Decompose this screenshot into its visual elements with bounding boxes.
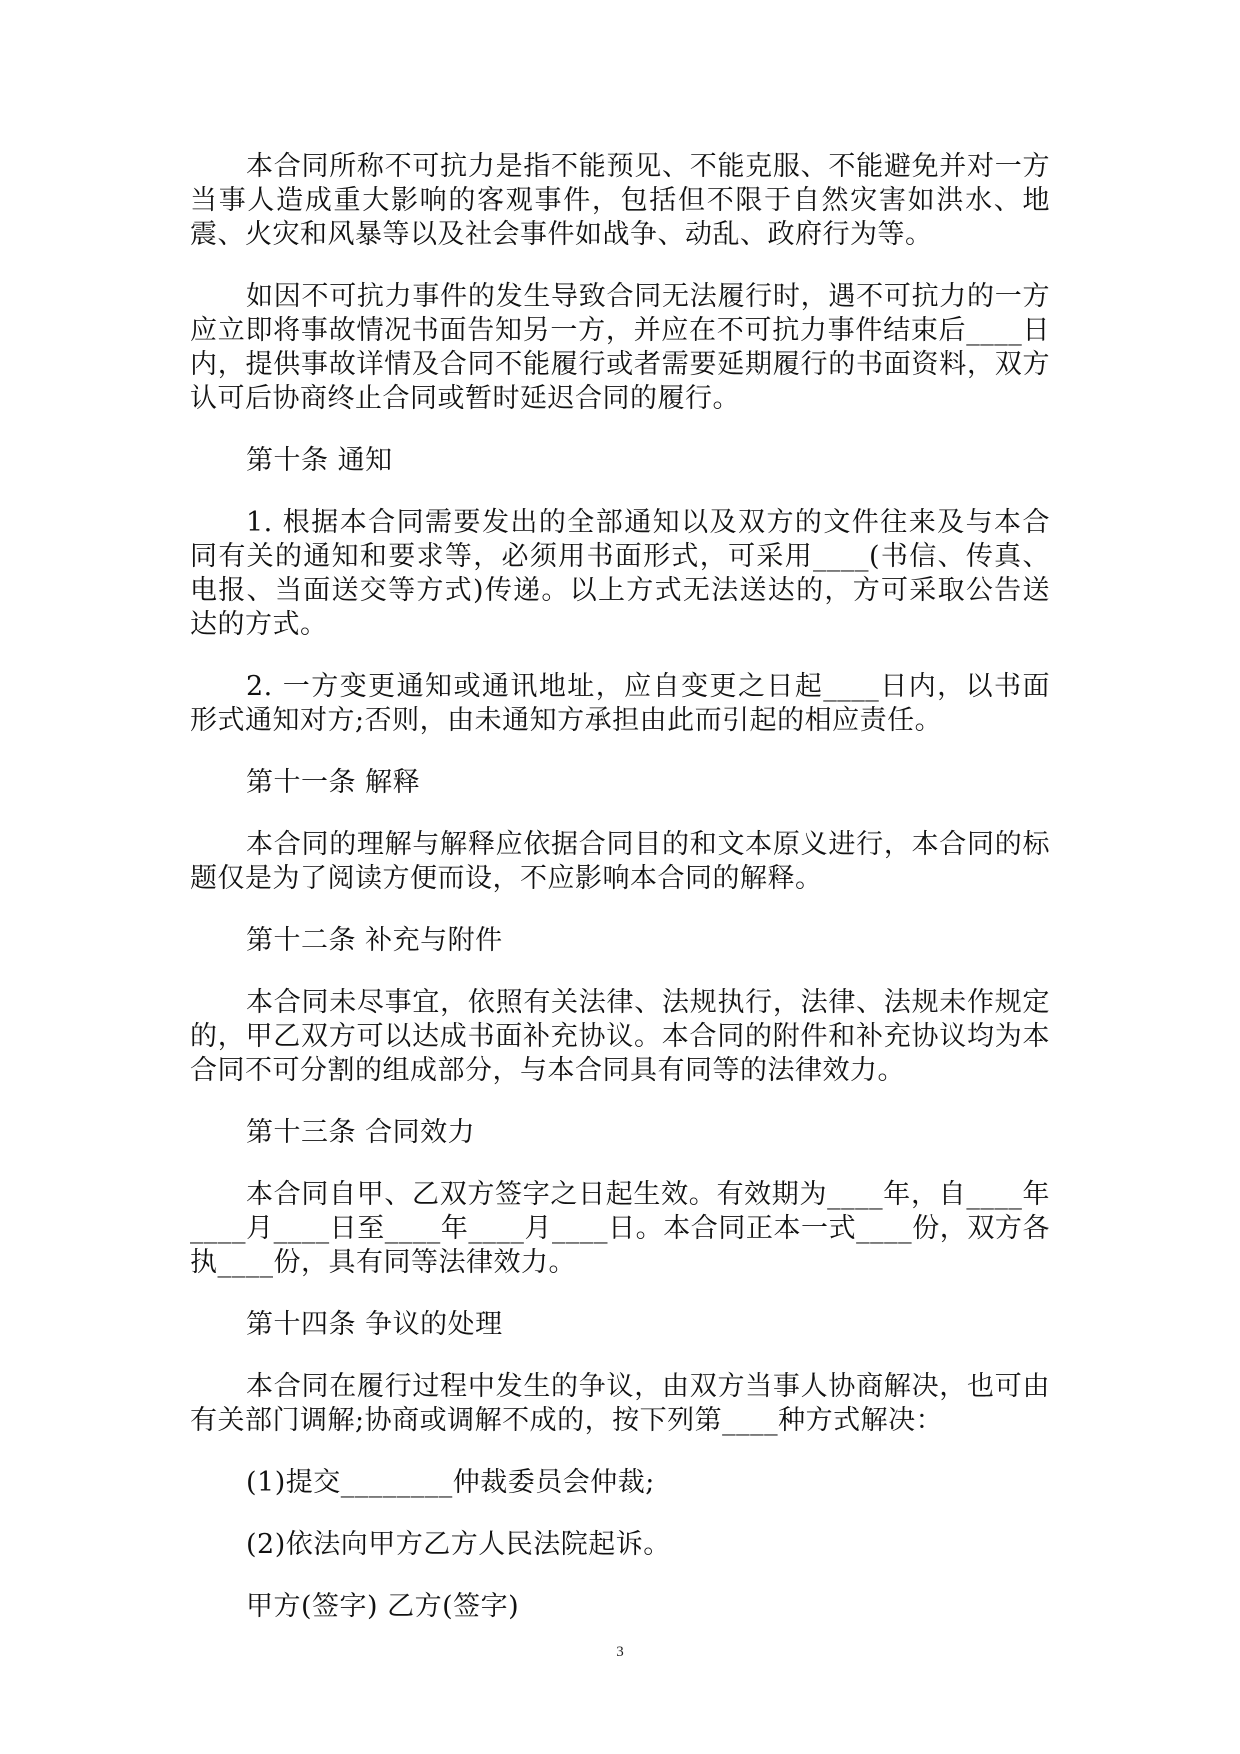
- heading-article-13: 第十三条 合同效力: [246, 1117, 476, 1148]
- paragraph-force-majeure-notice: 如因不可抗力事件的发生导致合同无法履行时，遇不可抗力的一方应立即将事故情况书面告知另一方，并应在不可抗力事件结束后____日内，提供事故详情及合同不能履行或者需要延期履行的书面资料，双方认可后协商终止合同或暂时延迟合同的履行。: [190, 281, 1050, 414]
- paragraph-dispute: 本合同在履行过程中发生的争议，由双方当事人协商解决，也可由有关部门调解;协商或调解不成的，按下列第____种方式解决：: [190, 1371, 1050, 1436]
- heading-article-14: 第十四条 争议的处理: [246, 1309, 503, 1340]
- list-item-litigation: (2)依法向甲方乙方人民法院起诉。: [246, 1529, 671, 1560]
- page-number: 3: [616, 1644, 624, 1660]
- paragraph-force-majeure-definition: 本合同所称不可抗力是指不能预见、不能克服、不能避免并对一方当事人造成重大影响的客观事件，包括但不限于自然灾害如洪水、地震、火灾和风暴等以及社会事件如战争、动乱、政府行为等。: [190, 151, 1050, 250]
- signature-line: 甲方(签字) 乙方(签字): [246, 1591, 520, 1622]
- heading-article-11: 第十一条 解释: [246, 767, 421, 798]
- paragraph-interpretation: 本合同的理解与解释应依据合同目的和文本原义进行，本合同的标题仅是为了阅读方便而设，不应影响本合同的解释。: [190, 829, 1050, 894]
- heading-article-10: 第十条 通知: [246, 445, 393, 476]
- heading-article-12: 第十二条 补充与附件: [246, 925, 503, 956]
- list-item-arbitration: (1)提交________仲裁委员会仲裁;: [246, 1467, 655, 1498]
- paragraph-effectiveness: 本合同自甲、乙双方签字之日起生效。有效期为____年，自____年____月____日至____年____月____日。本合同正本一式____份，双方各执____份，具有同等法律效力。: [190, 1179, 1050, 1278]
- paragraph-notice-2: 2. 一方变更通知或通讯地址，应自变更之日起____日内，以书面形式通知对方;否则，由未通知方承担由此而引起的相应责任。: [190, 671, 1050, 736]
- document-body: [190, 150, 1050, 1652]
- paragraph-notice-1: 1. 根据本合同需要发出的全部通知以及双方的文件往来及与本合同有关的通知和要求等，必须用书面形式，可采用____(书信、传真、电报、当面送交等方式)传递。以上方式无法送达的，方可采取公告送达的方式。: [190, 507, 1050, 640]
- paragraph-supplement: 本合同未尽事宜，依照有关法律、法规执行，法律、法规未作规定的，甲乙双方可以达成书面补充协议。本合同的附件和补充协议均为本合同不可分割的组成部分，与本合同具有同等的法律效力。: [190, 987, 1050, 1086]
